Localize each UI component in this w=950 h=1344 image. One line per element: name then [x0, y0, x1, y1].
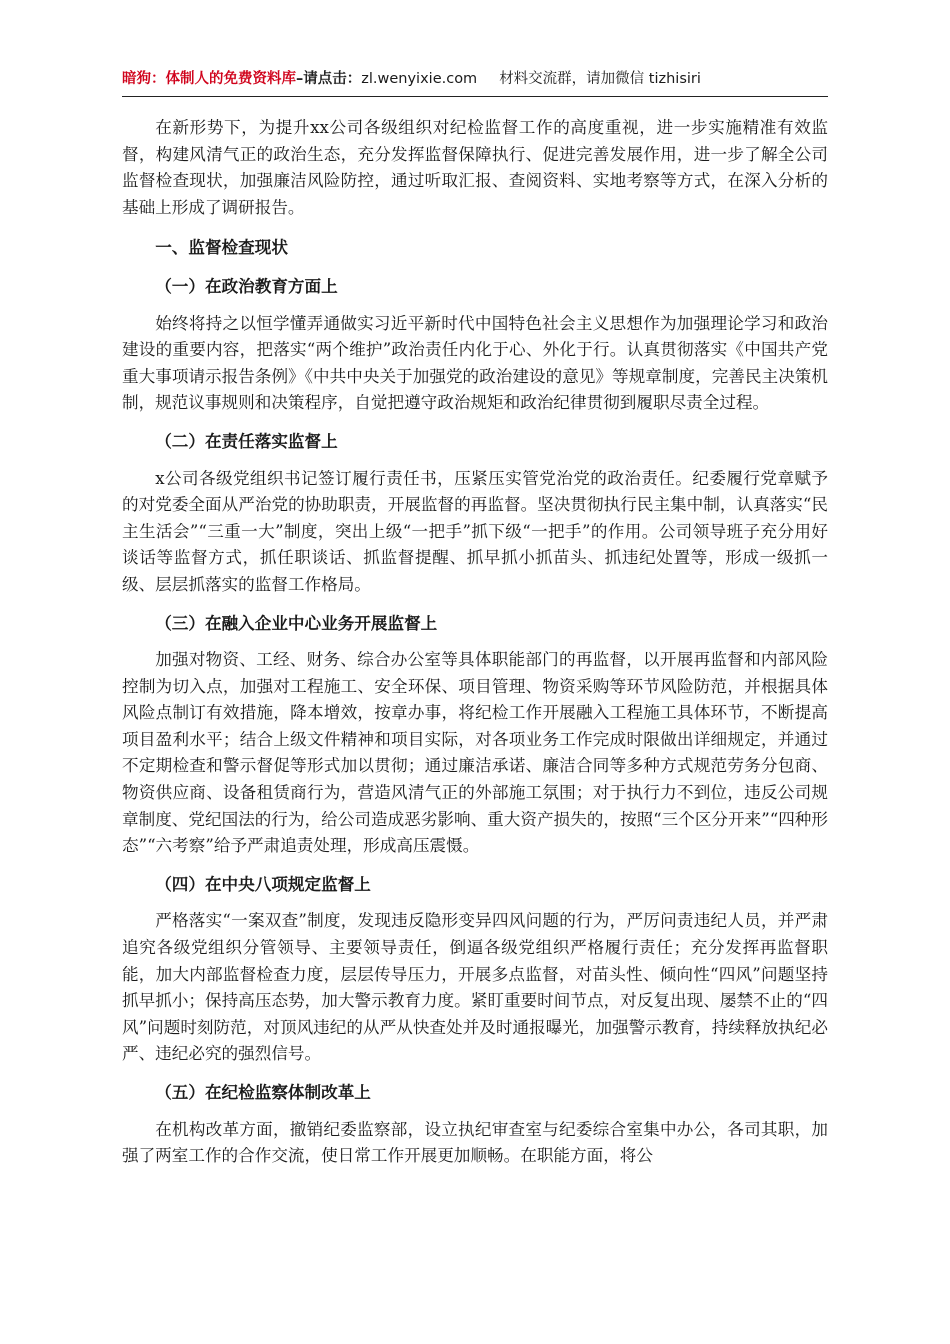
intro-paragraph: 在新形势下，为提升xx公司各级组织对纪检监督工作的高度重视，进一步实施精准有效监督，构建风清气正的政治生态，充分发挥监督保障执行、促进完善发展作用，进一步了解全公司监督检查现状，加强廉洁风险防控，通过听取汇报、查阅资料、实地考察等方式，在深入分析的基础上形成了调研报告。	[122, 118, 828, 217]
subsection-heading-2: （二）在责任落实监督上	[155, 431, 338, 451]
subsection-heading-5: （五）在纪检监察体制改革上	[155, 1083, 371, 1102]
subsection-body-1: 始终将持之以恒学懂弄通做实习近平新时代中国特色社会主义思想作为加强理论学习和政治建设的重要内容，把落实“两个维护”政治责任内化于心、外化于行。认真贯彻落实《中国共产党重大事项请示报告条例》《中共中央关于加强党的政治建设的意见》等规章制度，完善民主决策机制，规范议事规则和决策程序，自觉把遵守政治规矩和政治纪律贯彻到履职尽责全过程。	[122, 313, 828, 413]
subsection-body-4: 严格落实“一案双查”制度，发现违反隐形变异四风问题的行为，严厉问责违纪人员，并严肃追究各级党组织分管领导、主要领导责任，倒逼各级党组织严格履行责任；充分发挥再监督职能，加大内部监督检查力度，层层传导压力，开展多点监督，对苗头性、倾向性“四风”问题坚持抓早抓小；保持高压态势，加大警示教育力度。紧盯重要时间节点，对反复出现、屡禁不止的“四风”问题时刻防范，对顶风违纪的从严从快查处并及时通报曝光，加强警示教育，持续释放执纪必严、违纪必究的强烈信号。	[122, 911, 828, 1064]
subsection-heading-3: （三）在融入企业中心业务开展监督上	[155, 613, 438, 633]
document-body	[122, 115, 828, 1170]
wechat-group-note: 材料交流群，请加微信 tizhisiri	[499, 71, 701, 87]
subsection-heading-4: （四）在中央八项规定监督上	[155, 874, 371, 894]
subsection-body-2: x公司各级党组织书记签订履行责任书，压紧压实管党治党的政治责任。纪委履行党章赋予的对党委全面从严治党的协助职责，开展监督的再监督。坚决贯彻执行民主集中制，认真落实“民主生活会”“三重一大”制度，突出上级“一把手”抓下级“一把手”的作用。公司领导班子充分用好谈话等监督方式，抓任职谈话、抓监督提醒、抓早抓小抓苗头、抓违纪处置等，形成一级抓一级、层层抓落实的监督工作格局。	[122, 468, 828, 594]
site-name: 暗狗：体制人的免费资料库	[122, 71, 296, 87]
subsection-heading-1: （一）在政治教育方面上	[155, 276, 338, 296]
section-heading: 一、监督检查现状	[155, 238, 288, 258]
page-header	[122, 66, 828, 97]
click-prefix: –请点击：	[296, 71, 362, 87]
site-url-link[interactable]: zl.wenyixie.com	[361, 71, 478, 87]
subsection-body-3: 加强对物资、工经、财务、综合办公室等具体职能部门的再监督，以开展再监督和内部风险控制为切入点，加强对工程施工、安全环保、项目管理、物资采购等环节风险防范，并根据具体风险点制订有效措施，降本增效，按章办事，将纪检工作开展融入工程施工具体环节，不断提高项目盈利水平；结合上级文件精神和项目实际，对各项业务工作完成时限做出详细规定，并通过不定期检查和警示督促等形式加以贯彻；通过廉洁承诺、廉洁合同等多种方式规范劳务分包商、物资供应商、设备租赁商行为，营造风清气正的外部施工氛围；对于执行力不到位，违反公司规章制度、党纪国法的行为，给公司造成恶劣影响、重大资产损失的，按照“三个区分开来”“四种形态”“六考察”给予严肃追责处理，形成高压震慑。	[122, 650, 828, 856]
subsection-body-5: 在机构改革方面，撤销纪委监察部，设立执纪审查室与纪委综合室集中办公，各司其职，加强了两室工作的合作交流，使日常工作开展更加顺畅。在职能方面，将公	[122, 1119, 828, 1166]
